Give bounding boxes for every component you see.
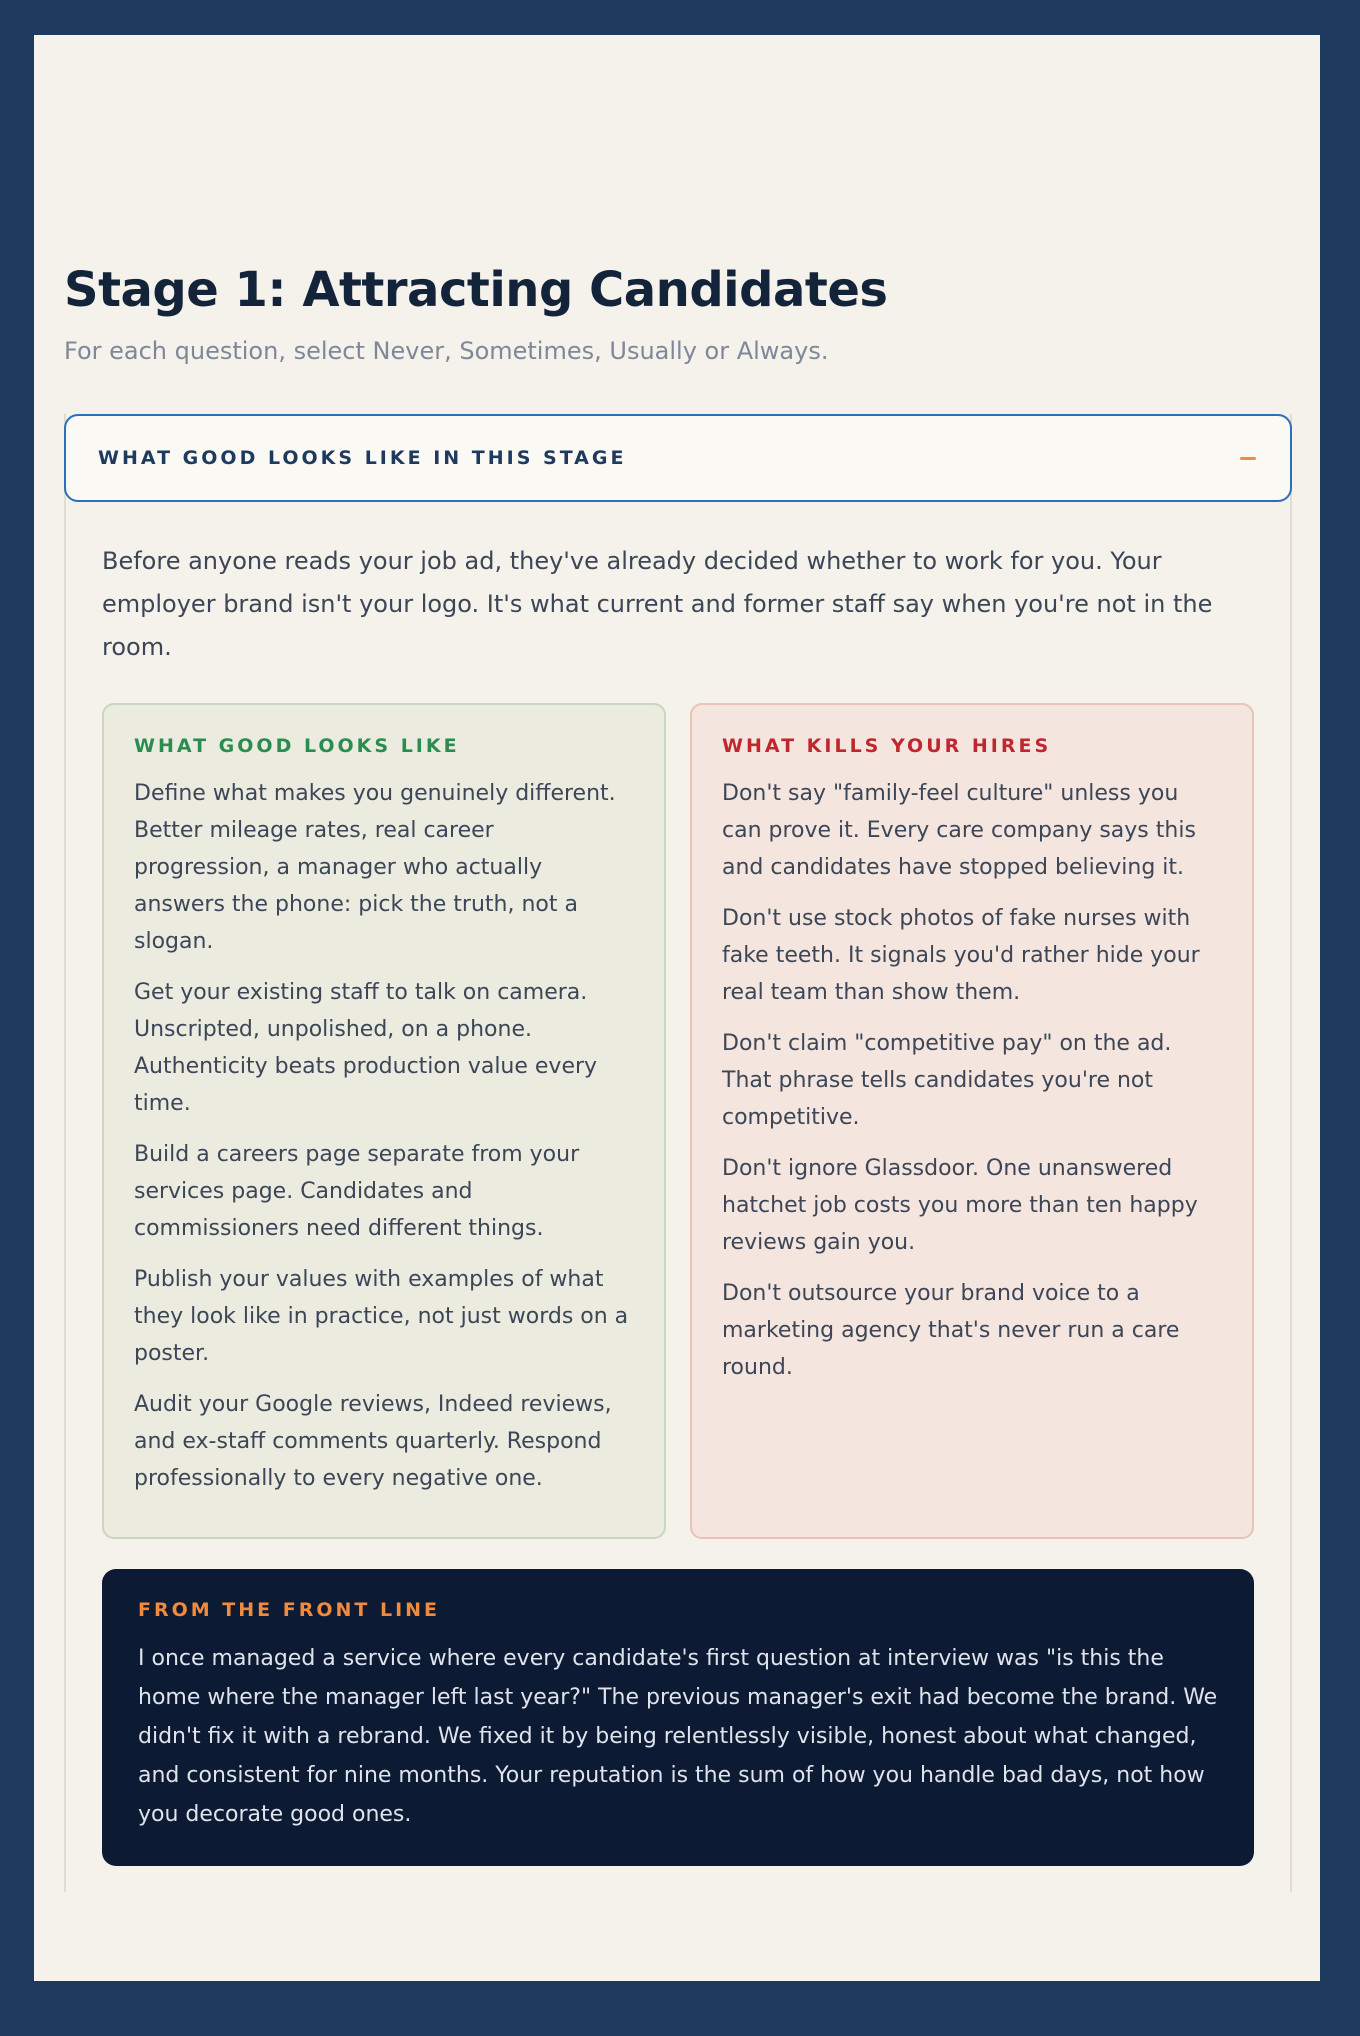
- good-practice-heading: WHAT GOOD LOOKS LIKE: [134, 735, 460, 757]
- accordion-header[interactable]: [64, 414, 1292, 502]
- page: [34, 35, 1320, 1981]
- bad-practice-item: Don't use stock photos of fake nurses with fake teeth. It signals you'd rather hide your real team than show them.: [722, 906, 1200, 1005]
- bad-practice-item: Don't say "family-feel culture" unless you can prove it. Every care company says this and candidates have stopped believing it.: [722, 781, 1196, 880]
- bad-practice-item: Don't outsource your brand voice to a marketing agency that's never run a care round.: [722, 1281, 1180, 1380]
- good-practice-item: Audit your Google reviews, Indeed reviews, and ex-staff comments quarterly. Respond professionally to every negative one.: [134, 1392, 612, 1491]
- front-line-panel: [102, 1569, 1254, 1866]
- front-line-story: I once managed a service where every candidate's first question at interview was "is this the home where the manager left last year?" The previous manager's exit had become the brand. We didn't fix it with a rebrand. We fixed it by being relentlessly visible, honest about what changed, and consistent for nine months. Your reputation is the sum of how you handle bad days, not how you decorate good ones.: [138, 1646, 1218, 1827]
- comparison-columns: [102, 703, 1254, 1539]
- stage-content: [64, 260, 1292, 1892]
- minus-icon[interactable]: [1240, 457, 1256, 460]
- good-practice-item: Publish your values with examples of what they look like in practice, not just words on a poster.: [134, 1267, 629, 1366]
- good-practice-accordion: [64, 414, 1292, 1892]
- good-practice-card: [102, 703, 666, 1539]
- page-subtitle: For each question, select Never, Sometimes, Usually or Always.: [64, 337, 829, 365]
- bad-practice-item: Don't claim "competitive pay" on the ad. That phrase tells candidates you're not competitive.: [722, 1031, 1172, 1130]
- good-practice-item: Define what makes you genuinely different. Better mileage rates, real career progression, a manager who actually answers the phone: pick the truth, not a slogan.: [134, 781, 616, 954]
- bad-practice-item: Don't ignore Glassdoor. One unanswered hatchet job costs you more than ten happy reviews gain you.: [722, 1156, 1198, 1255]
- good-practice-item: Get your existing staff to talk on camera. Unscripted, unpolished, on a phone. Authenticity beats production value every time.: [134, 980, 598, 1116]
- bad-practice-heading: WHAT KILLS YOUR HIRES: [722, 735, 1052, 757]
- accordion-title: WHAT GOOD LOOKS LIKE IN THIS STAGE: [98, 447, 627, 469]
- bad-practice-card: [690, 703, 1254, 1539]
- page-title: Stage 1: Attracting Candidates: [64, 262, 888, 318]
- front-line-heading: FROM THE FRONT LINE: [138, 1599, 441, 1621]
- good-practice-item: Build a careers page separate from your services page. Candidates and commissioners need different things.: [134, 1142, 580, 1241]
- accordion-intro: Before anyone reads your job ad, they've already decided whether to work for you. Your employer brand isn't your logo. It's what current and former staff say when you're not in the room.: [102, 547, 1213, 661]
